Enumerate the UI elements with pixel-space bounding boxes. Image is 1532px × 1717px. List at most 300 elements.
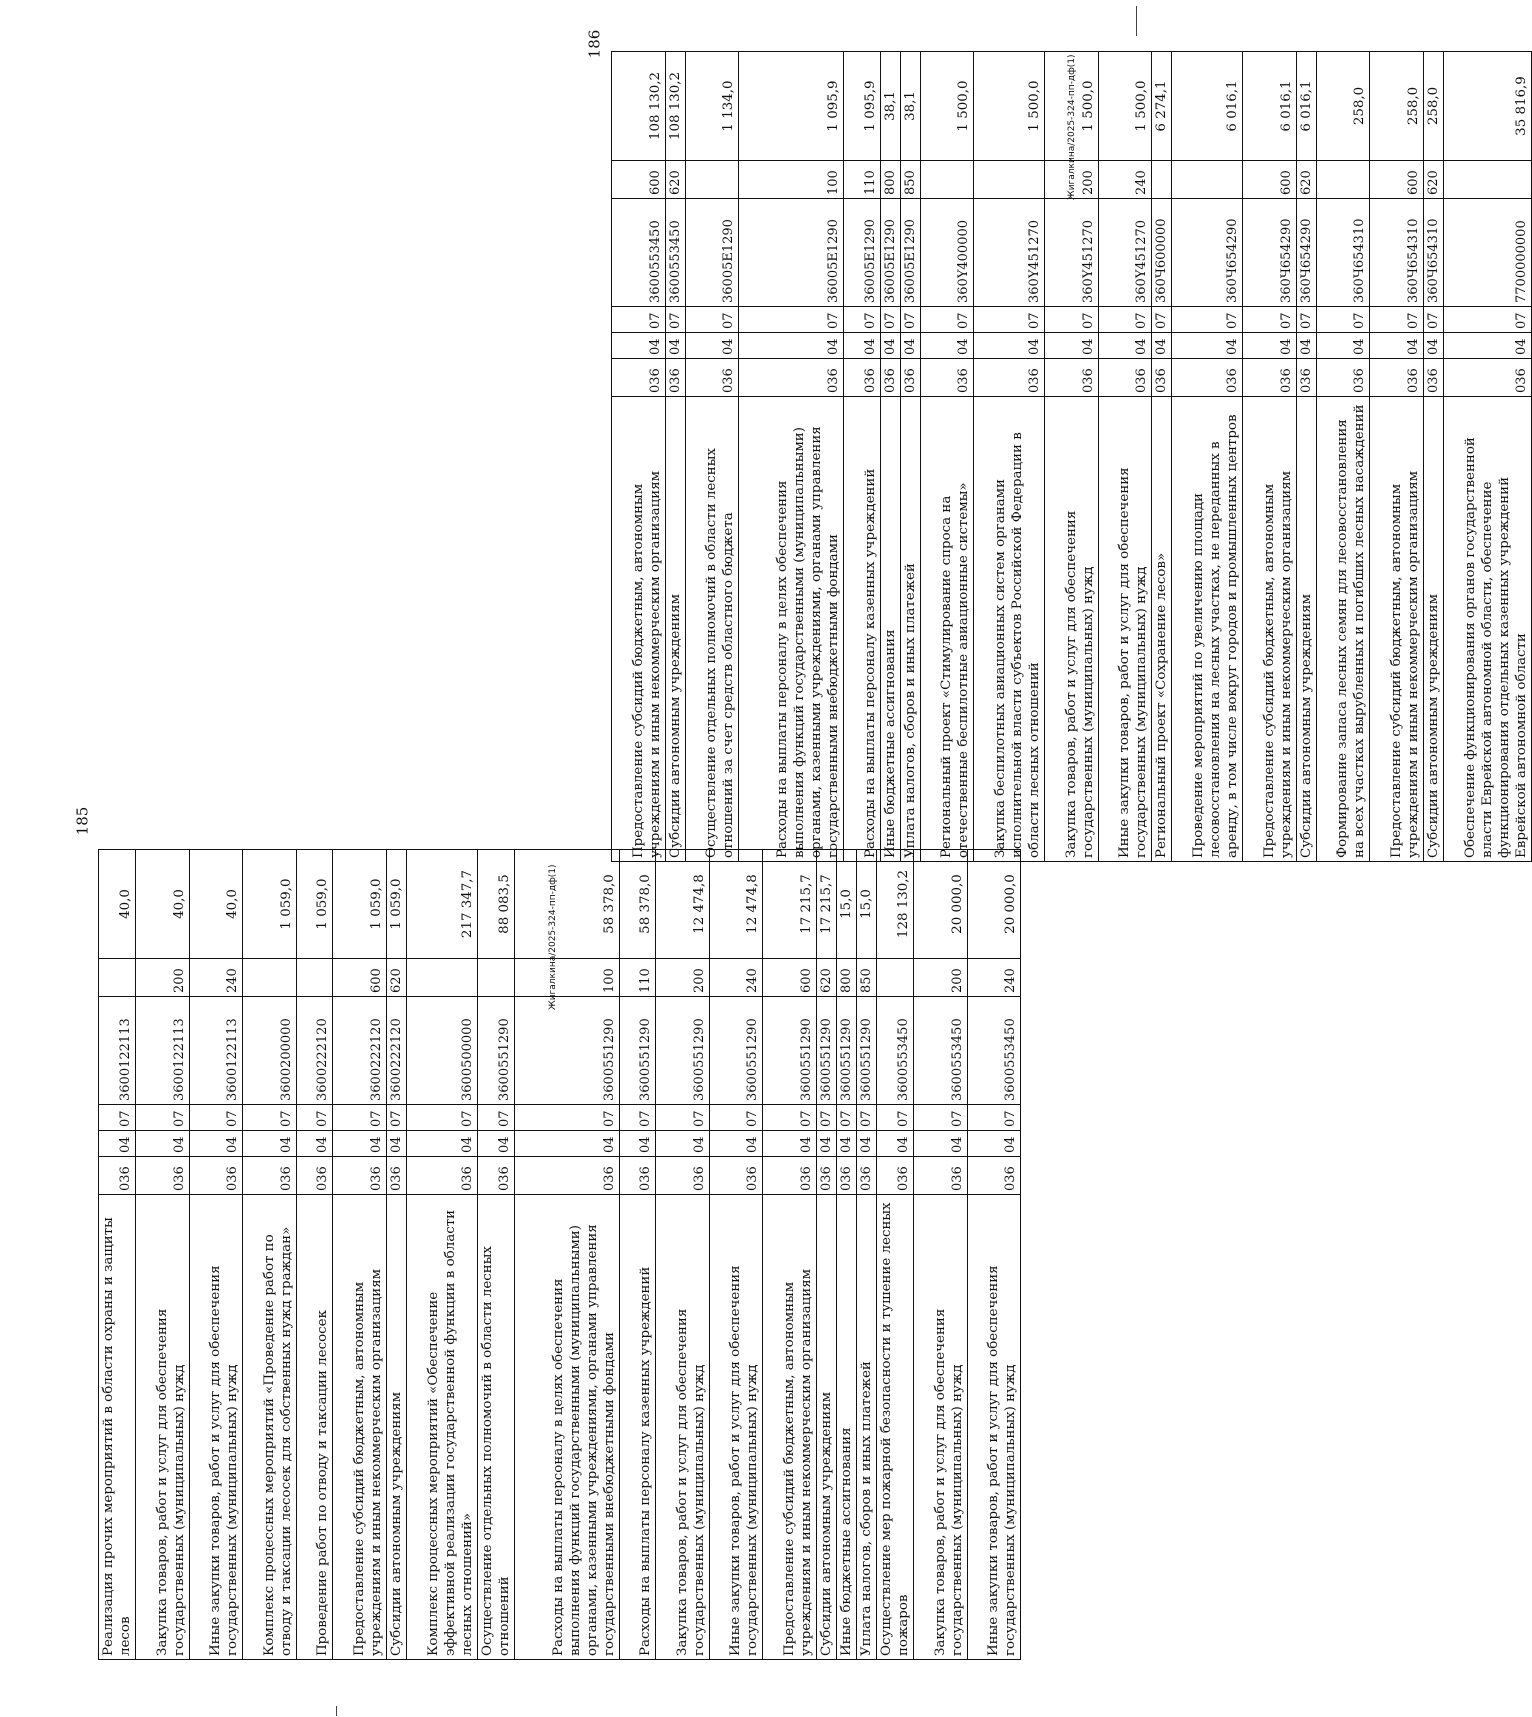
expense-name-cell: Проведение мероприятий по увеличению площади лесовосстановления на лесных участках, не переданных в аренду, в том числе вокруг городов и промышленных центров [1172, 397, 1243, 862]
target-article-cell: 3600551290 [619, 997, 655, 1105]
section-code-cell: 04 [685, 333, 739, 359]
target-article-cell: 3600551290 [709, 997, 763, 1105]
subsection-code-cell: 07 [913, 1105, 967, 1131]
target-article-cell: 3600122113 [136, 997, 190, 1105]
expense-type-cell: 620 [665, 161, 685, 199]
amount-cell: 1 500,0 [1045, 52, 1099, 161]
table-row [656, 850, 710, 1660]
expense-type-cell: 620 [386, 959, 406, 997]
expense-name-cell: Предоставление субсидий бюджетным, автономным учреждениям и иным некоммерческим организациям [763, 1195, 817, 1660]
expense-type-cell [876, 959, 913, 997]
section-code-cell: 04 [243, 1131, 297, 1157]
target-article-cell: 360Ч654310 [1316, 199, 1370, 307]
amount-cell: 20 000,0 [967, 850, 1021, 959]
table-row [296, 850, 332, 1660]
subsection-code-cell: 07 [477, 1105, 514, 1131]
subsection-code-cell: 07 [967, 1105, 1021, 1131]
admin-code-cell: 036 [763, 1157, 817, 1195]
subsection-code-cell: 07 [1316, 307, 1370, 333]
target-article-cell: 360Ч600000 [1152, 199, 1172, 307]
page-number-185: 185 [73, 806, 92, 836]
section-code-cell: 04 [1370, 333, 1424, 359]
expense-type-cell: 600 [1370, 161, 1424, 199]
amount-cell: 6 016,1 [1296, 52, 1316, 161]
target-article-cell: 3600551290 [763, 997, 817, 1105]
expense-name-cell: Формирование запаса лесных семян для лесовосстановления на всех участках вырубленных и погибших лесных насаждений [1316, 397, 1370, 862]
expense-name-cell: Расходы на выплаты персоналу казенных учреждений [619, 1195, 655, 1660]
target-article-cell: 3600122113 [189, 997, 243, 1105]
subsection-code-cell: 07 [739, 307, 844, 333]
expense-type-cell: 110 [619, 959, 655, 997]
expense-type-cell [406, 959, 477, 997]
target-article-cell: 3600551290 [836, 997, 856, 1105]
target-article-cell: 3600122113 [99, 997, 136, 1105]
expense-type-cell: 800 [836, 959, 856, 997]
amount-cell: 1 500,0 [974, 52, 1045, 161]
admin-code-cell: 036 [685, 359, 739, 397]
subsection-code-cell: 07 [514, 1105, 619, 1131]
budget-table-185 [98, 849, 1021, 1660]
expense-name-cell: Расходы на выплаты персоналу в целях обеспечения выполнения функций государственными (муниципальными) органами, казенными учреждениями, органами управления государственными внебюджетными фондами [514, 1195, 619, 1660]
admin-code-cell: 036 [739, 359, 844, 397]
section-code-cell: 04 [1243, 333, 1297, 359]
target-article-cell: 360Ч654310 [1423, 199, 1443, 307]
amount-cell: 6 016,1 [1172, 52, 1243, 161]
target-article-cell: 3600551290 [514, 997, 619, 1105]
table-row [1443, 52, 1531, 862]
amount-cell: 258,0 [1370, 52, 1424, 161]
expense-type-cell: 600 [612, 161, 666, 199]
amount-cell: 35 816,9 [1443, 52, 1531, 161]
table-row [844, 52, 880, 862]
expense-name-cell: Иные закупки товаров, работ и услуг для обеспечения государственных (муниципальных) нужд [967, 1195, 1021, 1660]
table-row [514, 850, 619, 1660]
expense-type-cell [1443, 161, 1531, 199]
section-code-cell: 04 [900, 333, 920, 359]
expense-name-cell: Предоставление субсидий бюджетным, автономным учреждениям и иным некоммерческим организациям [612, 397, 666, 862]
amount-cell: 58 378,0 [514, 850, 619, 959]
expense-name-cell: Субсидии автономным учреждениям [386, 1195, 406, 1660]
subsection-code-cell: 07 [619, 1105, 655, 1131]
expense-type-cell: 200 [656, 959, 710, 997]
section-code-cell: 04 [333, 1131, 387, 1157]
subsection-code-cell: 07 [1172, 307, 1243, 333]
expense-name-cell: Закупка товаров, работ и услуг для обеспечения государственных (муниципальных) нужд [913, 1195, 967, 1660]
admin-code-cell: 036 [1316, 359, 1370, 397]
expense-name-cell: Иные закупки товаров, работ и услуг для обеспечения государственных (муниципальных) нужд [1098, 397, 1152, 862]
section-code-cell: 04 [1172, 333, 1243, 359]
admin-code-cell: 036 [1370, 359, 1424, 397]
amount-cell: 1 059,0 [243, 850, 297, 959]
section-code-cell: 04 [1098, 333, 1152, 359]
subsection-code-cell: 07 [136, 1105, 190, 1131]
admin-code-cell: 036 [406, 1157, 477, 1195]
target-article-cell: 360Ч654290 [1243, 199, 1297, 307]
table-row [1172, 52, 1243, 862]
table-row [99, 850, 136, 1660]
section-code-cell: 04 [612, 333, 666, 359]
target-article-cell: 3600553450 [612, 199, 666, 307]
expense-type-cell: 240 [709, 959, 763, 997]
section-code-cell: 04 [709, 1131, 763, 1157]
section-code-cell: 04 [619, 1131, 655, 1157]
subsection-code-cell: 07 [656, 1105, 710, 1131]
amount-cell: 40,0 [136, 850, 190, 959]
table-row [1316, 52, 1370, 862]
subsection-code-cell: 07 [612, 307, 666, 333]
section-code-cell: 04 [876, 1131, 913, 1157]
section-code-cell: 04 [99, 1131, 136, 1157]
expense-type-cell: 620 [1296, 161, 1316, 199]
section-code-cell: 04 [739, 333, 844, 359]
admin-code-cell: 036 [1045, 359, 1099, 397]
expense-type-cell [1172, 161, 1243, 199]
expense-type-cell [243, 959, 297, 997]
target-article-cell: 360Ч654290 [1172, 199, 1243, 307]
section-code-cell: 04 [920, 333, 974, 359]
amount-cell: 40,0 [189, 850, 243, 959]
section-code-cell: 04 [386, 1131, 406, 1157]
expense-type-cell: 240 [1098, 161, 1152, 199]
section-code-cell: 04 [1316, 333, 1370, 359]
table-row [612, 52, 666, 862]
admin-code-cell: 036 [99, 1157, 136, 1195]
table-row [243, 850, 297, 1660]
table-row [333, 850, 387, 1660]
target-article-cell: 36005E1290 [685, 199, 739, 307]
expense-name-cell: Предоставление субсидий бюджетным, автономным учреждениям и иным некоммерческим организациям [1370, 397, 1424, 862]
target-article-cell: 3600553450 [665, 199, 685, 307]
expense-name-cell: Уплата налогов, сборов и иных платежей [900, 397, 920, 862]
subsection-code-cell: 07 [763, 1105, 817, 1131]
section-code-cell: 04 [763, 1131, 817, 1157]
expense-type-cell: 200 [913, 959, 967, 997]
expense-name-cell: Закупка товаров, работ и услуг для обеспечения государственных (муниципальных) нужд [1045, 397, 1099, 862]
amount-cell: 17 215,7 [763, 850, 817, 959]
subsection-code-cell: 07 [1423, 307, 1443, 333]
table-row [1243, 52, 1297, 862]
section-code-cell: 04 [1443, 333, 1531, 359]
target-article-cell: 3600222120 [386, 997, 406, 1105]
target-article-cell: 3600553450 [913, 997, 967, 1105]
admin-code-cell: 036 [386, 1157, 406, 1195]
subsection-code-cell: 07 [836, 1105, 856, 1131]
expense-name-cell: Осуществление мер пожарной безопасности и тушение лесных пожаров [876, 1195, 913, 1660]
admin-code-cell: 036 [920, 359, 974, 397]
subsection-code-cell: 07 [844, 307, 880, 333]
expense-name-cell: Уплата налогов, сборов и иных платежей [856, 1195, 876, 1660]
subsection-code-cell: 07 [1443, 307, 1531, 333]
amount-cell: 1 095,9 [844, 52, 880, 161]
table-row [876, 850, 913, 1660]
subsection-code-cell: 07 [900, 307, 920, 333]
table-row [967, 850, 1021, 1660]
section-code-cell: 04 [816, 1131, 836, 1157]
admin-code-cell: 036 [967, 1157, 1021, 1195]
subsection-code-cell: 07 [296, 1105, 332, 1131]
section-code-cell: 04 [967, 1131, 1021, 1157]
table-row [913, 850, 967, 1660]
expense-type-cell: 240 [189, 959, 243, 997]
subsection-code-cell: 07 [386, 1105, 406, 1131]
target-article-cell: 3600551290 [816, 997, 836, 1105]
expense-name-cell: Региональный проект «Стимулирование спроса на отечественные беспилотные авиационные системы» [920, 397, 974, 862]
admin-code-cell: 036 [844, 359, 880, 397]
amount-cell: 1 095,9 [739, 52, 844, 161]
amount-cell: 1 500,0 [1098, 52, 1152, 161]
subsection-code-cell: 07 [333, 1105, 387, 1131]
section-code-cell: 04 [514, 1131, 619, 1157]
expense-name-cell: Осуществление отдельных полномочий в области лесных отношений за счет средств областного бюджета [685, 397, 739, 862]
amount-cell: 258,0 [1423, 52, 1443, 161]
section-code-cell: 04 [406, 1131, 477, 1157]
subsection-code-cell: 07 [406, 1105, 477, 1131]
expense-type-cell [974, 161, 1045, 199]
section-code-cell: 04 [880, 333, 900, 359]
expense-type-cell: 620 [1423, 161, 1443, 199]
expense-name-cell: Иные бюджетные ассигнования [880, 397, 900, 862]
scan-mark-bottom-left [336, 1706, 337, 1716]
target-article-cell: 36005E1290 [739, 199, 844, 307]
table-row [189, 850, 243, 1660]
expense-type-cell [685, 161, 739, 199]
expense-name-cell: Закупка беспилотных авиационных систем органами исполнительной власти субъектов Российской Федерации в области лесных отношений [974, 397, 1045, 862]
admin-code-cell: 036 [856, 1157, 876, 1195]
expense-type-cell: 850 [900, 161, 920, 199]
subsection-code-cell: 07 [709, 1105, 763, 1131]
admin-code-cell: 036 [709, 1157, 763, 1195]
target-article-cell: 3600553450 [967, 997, 1021, 1105]
admin-code-cell: 036 [136, 1157, 190, 1195]
expense-type-cell: 620 [816, 959, 836, 997]
expense-type-cell [99, 959, 136, 997]
table-row [1098, 52, 1152, 862]
subsection-code-cell: 07 [1370, 307, 1424, 333]
expense-name-cell: Реализация прочих мероприятий в области охраны и защиты лесов [99, 1195, 136, 1660]
amount-cell: 58 378,0 [619, 850, 655, 959]
expense-name-cell: Иные бюджетные ассигнования [836, 1195, 856, 1660]
section-code-cell: 04 [656, 1131, 710, 1157]
section-code-cell: 04 [477, 1131, 514, 1157]
admin-code-cell: 036 [619, 1157, 655, 1195]
expense-type-cell: 100 [739, 161, 844, 199]
admin-code-cell: 036 [913, 1157, 967, 1195]
expense-name-cell: Предоставление субсидий бюджетным, автономным учреждениям и иным некоммерческим организациям [333, 1195, 387, 1660]
amount-cell: 15,0 [856, 850, 876, 959]
admin-code-cell: 036 [1152, 359, 1172, 397]
amount-cell: 38,1 [880, 52, 900, 161]
subsection-code-cell: 07 [1098, 307, 1152, 333]
admin-code-cell: 036 [1443, 359, 1531, 397]
subsection-code-cell: 07 [876, 1105, 913, 1131]
expense-type-cell [1152, 161, 1172, 199]
admin-code-cell: 036 [189, 1157, 243, 1195]
admin-code-cell: 036 [900, 359, 920, 397]
subsection-code-cell: 07 [920, 307, 974, 333]
table-row [665, 52, 685, 862]
table-row [1370, 52, 1424, 862]
target-article-cell: 360Y451270 [1045, 199, 1099, 307]
amount-cell: 20 000,0 [913, 850, 967, 959]
expense-type-cell: 110 [844, 161, 880, 199]
subsection-code-cell: 07 [816, 1105, 836, 1131]
section-code-cell: 04 [296, 1131, 332, 1157]
target-article-cell: 360Y400000 [920, 199, 974, 307]
expense-name-cell: Обеспечение функционирования органов государственной власти Еврейской автономной области, обеспечение функционирования отдельных казенных учреждений Еврейской автономной области [1443, 397, 1531, 862]
amount-cell: 88 083,5 [477, 850, 514, 959]
subsection-code-cell: 07 [189, 1105, 243, 1131]
amount-cell: 6 016,1 [1243, 52, 1297, 161]
expense-type-cell: 600 [333, 959, 387, 997]
target-article-cell: 3600222120 [333, 997, 387, 1105]
expense-name-cell: Закупка товаров, работ и услуг для обеспечения государственных (муниципальных) нужд [136, 1195, 190, 1660]
section-code-cell: 04 [974, 333, 1045, 359]
table-row [709, 850, 763, 1660]
subsection-code-cell: 07 [1045, 307, 1099, 333]
amount-cell: 6 274,1 [1152, 52, 1172, 161]
table-row [836, 850, 856, 1660]
subsection-code-cell: 07 [1152, 307, 1172, 333]
section-code-cell: 04 [189, 1131, 243, 1157]
amount-cell: 217 347,7 [406, 850, 477, 959]
expense-name-cell: Предоставление субсидий бюджетным, автономным учреждениям и иным некоммерческим организациям [1243, 397, 1297, 862]
subsection-code-cell: 07 [856, 1105, 876, 1131]
expense-type-cell [1316, 161, 1370, 199]
section-code-cell: 04 [665, 333, 685, 359]
table-row [406, 850, 477, 1660]
subsection-code-cell: 07 [685, 307, 739, 333]
expense-type-cell: 800 [880, 161, 900, 199]
target-article-cell: 3600553450 [876, 997, 913, 1105]
target-article-cell: 36005E1290 [900, 199, 920, 307]
amount-cell: 1 059,0 [333, 850, 387, 959]
table-row [1423, 52, 1443, 862]
expense-type-cell [920, 161, 974, 199]
target-article-cell: 360Y451270 [974, 199, 1045, 307]
target-article-cell: 3600551290 [856, 997, 876, 1105]
table-row [920, 52, 974, 862]
table-row [386, 850, 406, 1660]
table-row [974, 52, 1045, 862]
subsection-code-cell: 07 [974, 307, 1045, 333]
admin-code-cell: 036 [514, 1157, 619, 1195]
admin-code-cell: 036 [296, 1157, 332, 1195]
amount-cell: 1 134,0 [685, 52, 739, 161]
expense-type-cell: 600 [1243, 161, 1297, 199]
table-row [816, 850, 836, 1660]
expense-type-cell [296, 959, 332, 997]
admin-code-cell: 036 [880, 359, 900, 397]
section-code-cell: 04 [913, 1131, 967, 1157]
expense-type-cell: 850 [856, 959, 876, 997]
section-code-cell: 04 [1423, 333, 1443, 359]
subsection-code-cell: 07 [665, 307, 685, 333]
admin-code-cell: 036 [665, 359, 685, 397]
admin-code-cell: 036 [816, 1157, 836, 1195]
admin-code-cell: 036 [1296, 359, 1316, 397]
expense-name-cell: Расходы на выплаты персоналу казенных учреждений [844, 397, 880, 862]
admin-code-cell: 036 [1423, 359, 1443, 397]
amount-cell: 1 059,0 [296, 850, 332, 959]
table-row [763, 850, 817, 1660]
expense-name-cell: Субсидии автономным учреждениям [665, 397, 685, 862]
table-row [880, 52, 900, 862]
expense-name-cell: Субсидии автономным учреждениям [1423, 397, 1443, 862]
amount-cell: 1 500,0 [920, 52, 974, 161]
target-article-cell: 360Y451270 [1098, 199, 1152, 307]
table-row [477, 850, 514, 1660]
target-article-cell: 3600222120 [296, 997, 332, 1105]
amount-cell: 12 474,8 [709, 850, 763, 959]
section-code-cell: 04 [836, 1131, 856, 1157]
subsection-code-cell: 07 [99, 1105, 136, 1131]
amount-cell: 108 130,2 [665, 52, 685, 161]
table-row [900, 52, 920, 862]
expense-name-cell: Комплекс процессных мероприятий «Проведение работ по отводу и таксации лесосек для собственных нужд граждан» [243, 1195, 297, 1660]
target-article-cell: 360Ч654310 [1370, 199, 1424, 307]
admin-code-cell: 036 [656, 1157, 710, 1195]
expense-name-cell: Субсидии автономным учреждениям [816, 1195, 836, 1660]
expense-type-cell: 200 [136, 959, 190, 997]
admin-code-cell: 036 [243, 1157, 297, 1195]
table-row [739, 52, 844, 862]
expense-name-cell: Расходы на выплаты персоналу в целях обеспечения выполнения функций государственными (муниципальными) органами, казенными учреждениями, органами управления государственными внебюджетными фондами [739, 397, 844, 862]
section-code-cell: 04 [1045, 333, 1099, 359]
expense-name-cell: Иные закупки товаров, работ и услуг для обеспечения государственных (муниципальных) нужд [709, 1195, 763, 1660]
subsection-code-cell: 07 [243, 1105, 297, 1131]
expense-name-cell: Региональный проект «Сохранение лесов» [1152, 397, 1172, 862]
expense-name-cell: Проведение работ по отводу и таксации лесосек [296, 1195, 332, 1660]
section-code-cell: 04 [1152, 333, 1172, 359]
footer-185: Жигалкина/2025-324-пп-дф(1) [548, 864, 558, 1010]
admin-code-cell: 036 [876, 1157, 913, 1195]
amount-cell: 258,0 [1316, 52, 1370, 161]
table-row [619, 850, 655, 1660]
admin-code-cell: 036 [1243, 359, 1297, 397]
expense-type-cell: 240 [967, 959, 1021, 997]
target-article-cell: 3600551290 [477, 997, 514, 1105]
target-article-cell: 7700000000 [1443, 199, 1531, 307]
target-article-cell: 3600200000 [243, 997, 297, 1105]
admin-code-cell: 036 [836, 1157, 856, 1195]
expense-name-cell: Закупка товаров, работ и услуг для обеспечения государственных (муниципальных) нужд [656, 1195, 710, 1660]
subsection-code-cell: 07 [1296, 307, 1316, 333]
expense-name-cell: Осуществление отдельных полномочий в области лесных отношений [477, 1195, 514, 1660]
admin-code-cell: 036 [612, 359, 666, 397]
target-article-cell: 36005E1290 [880, 199, 900, 307]
target-article-cell: 3600551290 [656, 997, 710, 1105]
expense-type-cell: 200 [1045, 161, 1099, 199]
amount-cell: 17 215,7 [816, 850, 836, 959]
amount-cell: 108 130,2 [612, 52, 666, 161]
amount-cell: 12 474,8 [656, 850, 710, 959]
expense-name-cell: Иные закупки товаров, работ и услуг для обеспечения государственных (муниципальных) нужд [189, 1195, 243, 1660]
admin-code-cell: 036 [974, 359, 1045, 397]
table-row [856, 850, 876, 1660]
amount-cell: 15,0 [836, 850, 856, 959]
admin-code-cell: 036 [477, 1157, 514, 1195]
expense-type-cell: 600 [763, 959, 817, 997]
table-row [136, 850, 190, 1660]
amount-cell: 40,0 [99, 850, 136, 959]
section-code-cell: 04 [844, 333, 880, 359]
subsection-code-cell: 07 [880, 307, 900, 333]
section-code-cell: 04 [136, 1131, 190, 1157]
amount-cell: 38,1 [900, 52, 920, 161]
target-article-cell: 360Ч654290 [1296, 199, 1316, 307]
admin-code-cell: 036 [333, 1157, 387, 1195]
expense-type-cell [477, 959, 514, 997]
